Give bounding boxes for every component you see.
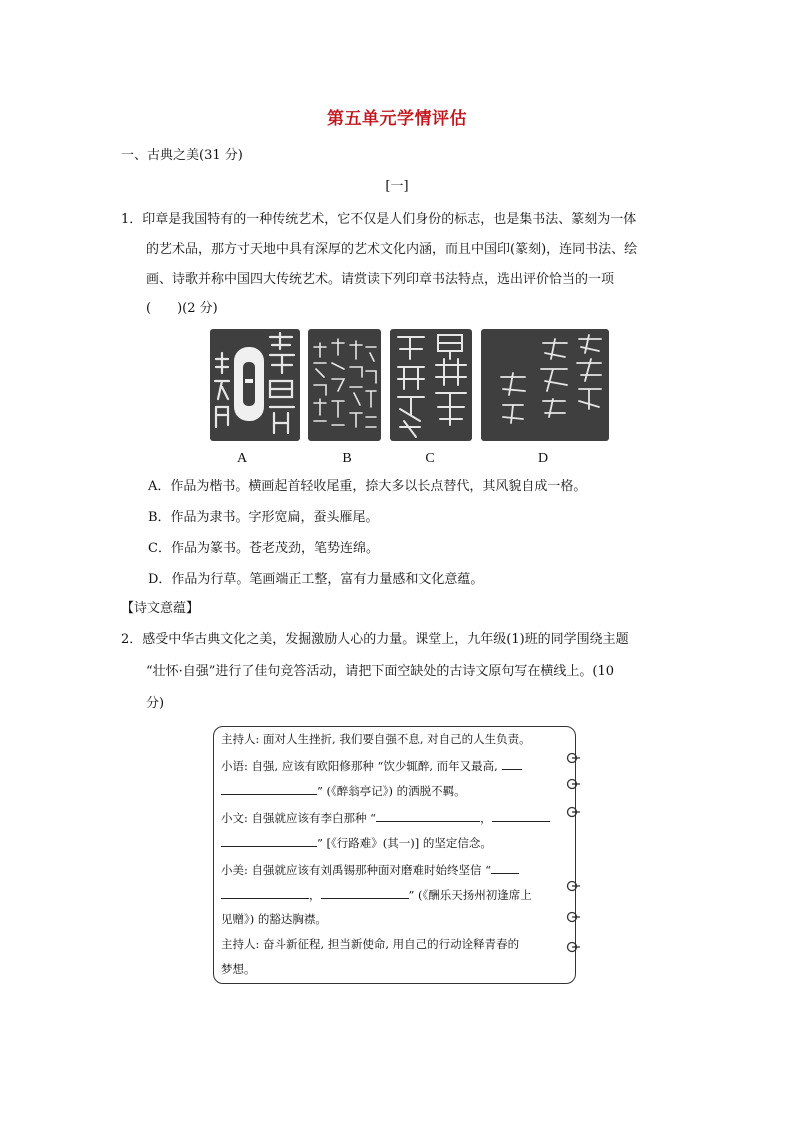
- question-2-line-1: 2．感受中华古典文化之美，发掘激励人心的力量。课堂上，九年级(1)班的同学围绕主题: [121, 632, 629, 647]
- question-1-line-1: 1．印章是我国特有的一种传统艺术，它不仅是人们身份的标志，也是集书法、篆刻为一体: [121, 212, 637, 227]
- choice-d: D．作品为行草。笔画端正工整，富有力量感和文化意蕴。: [148, 572, 484, 587]
- section-heading-poetry: 【诗文意蕴】: [121, 601, 200, 616]
- question-2-line-2: “壮怀·自强”进行了佳句竞答活动，请把下面空缺处的古诗文原句写在横线上。(10: [146, 664, 615, 679]
- section-heading: 一、古典之美(31 分): [121, 148, 243, 163]
- seal-image-b: [308, 329, 381, 441]
- question-1-answer-bracket: ( )(2 分): [146, 301, 218, 316]
- question-2-line-3: 分): [146, 696, 165, 711]
- question-1-line-3: 画、诗歌并称中国四大传统艺术。请赏读下列印章书法特点，选出评价恰当的一项: [146, 272, 615, 287]
- seal-image-a: [210, 329, 300, 441]
- seal-label-d: D: [537, 451, 549, 466]
- question-1-line-2: 的艺术品，那方寸天地中具有深厚的艺术文化内涵，而且中国印(篆刻)，连同书法、绘: [146, 242, 638, 257]
- host-closing-1: 主持人: 奋斗新征程, 担当新使命, 用自己的行动诠释青春的: [221, 937, 520, 951]
- xiaoyu-line-2: [221, 782, 466, 799]
- xiaowen-line-2: [221, 834, 492, 851]
- answer-blank-1b[interactable]: [221, 782, 317, 795]
- answer-blank-2b[interactable]: [492, 809, 550, 822]
- xiaomei-text: 小美: 自强就应该有刘禹锡那种面对磨难时始终坚信 “: [221, 863, 492, 877]
- answer-blank-1a[interactable]: [502, 757, 522, 770]
- choice-b: B．作品为隶书。字形宽扁，蚕头雁尾。: [148, 510, 379, 525]
- binder-ring-icon: [566, 910, 580, 924]
- xiaowen-source: ” [《行路难》(其一)] 的坚定信念。: [317, 836, 492, 850]
- seal-label-c: C: [425, 451, 435, 466]
- choice-c: C．作品为篆书。苍老茂劲，笔势连绵。: [148, 541, 379, 556]
- xiaomei-line-3: 见赠》) 的豁达胸襟。: [221, 912, 327, 926]
- binder-ring-icon: [566, 751, 580, 765]
- xiaowen-text: 小文: 自强就应该有李白那种 “: [221, 811, 377, 825]
- answer-blank-2a[interactable]: [376, 809, 480, 822]
- seal-label-b: B: [342, 451, 352, 466]
- host-closing-2: 梦想。: [221, 962, 256, 976]
- seal-image-c: [390, 329, 472, 441]
- comma-2: ，: [309, 888, 321, 902]
- section-subheading: [一]: [385, 179, 409, 194]
- xiaowen-line-1: [221, 809, 550, 826]
- comma: ，: [480, 811, 492, 825]
- xiaomei-line-2: [221, 886, 532, 903]
- dialogue-box: [213, 726, 576, 984]
- choice-a: A．作品为楷书。横画起首轻收尾重，捺大多以长点替代，其风貌自成一格。: [148, 479, 587, 494]
- binder-ring-icon: [566, 805, 580, 819]
- xiaoyu-text: 小语: 自强, 应该有欧阳修那种 “饮少辄醉, 而年又最高,: [221, 759, 498, 773]
- xiaoyu-line-1: [221, 757, 522, 774]
- page-title: 第五单元学情评估: [327, 109, 467, 129]
- answer-blank-3c[interactable]: [321, 886, 409, 899]
- xiaomei-line-1: [221, 861, 519, 878]
- binder-ring-icon: [566, 777, 580, 791]
- answer-blank-2c[interactable]: [221, 834, 317, 847]
- binder-ring-icon: [566, 940, 580, 954]
- binder-ring-icon: [566, 879, 580, 893]
- seal-image-d: [481, 329, 609, 441]
- seal-label-a: A: [236, 451, 248, 466]
- xiaoyu-source: ” (《醉翁亭记》) 的洒脱不羁。: [317, 784, 466, 798]
- host-opening: 主持人: 面对人生挫折, 我们要自强不息, 对自己的人生负责。: [221, 732, 531, 746]
- answer-blank-3a[interactable]: [491, 861, 519, 874]
- seal-images: [210, 329, 610, 449]
- answer-blank-3b[interactable]: [221, 886, 309, 899]
- xiaomei-source: ” (《酬乐天扬州初逢席上: [408, 888, 532, 902]
